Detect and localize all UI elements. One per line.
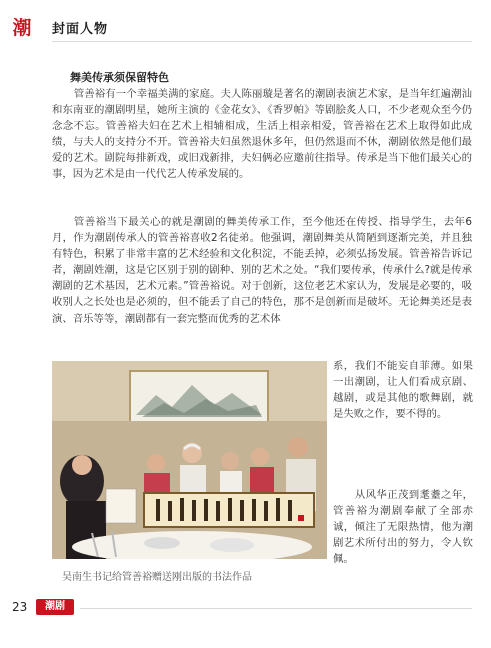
section-title: 封面人物 bbox=[52, 22, 109, 37]
article-paragraph-2: 管善裕当下最关心的就是潮剧的舞美传承工作，至今他还在传授、指导学生，去年6月，作为潮剧传承人的管善裕喜收2名徒弟。他强调，潮剧舞美从简陋到逐渐完美，并且独有特色，积累了非常丰富的艺术经验和文化积淀，不能丢掉，必须弘扬发展。管善裕告诉记者，潮剧姓潮，这是它区别于别的剧种、别的艺术之处。“我们要传承，传承什么?就是传承潮剧的艺术基因，艺术元素。”管善裕说。对于创新，这位老艺术家认为，发展是必要的，吸收别人之长处也是必须的，但不能丢了自己的特色，那不是创新而是破坏。无论舞美还是表演、音乐等等，潮剧都有一套完整而优秀的艺术体 bbox=[52, 216, 472, 325]
photo-caption: 吴南生书记给管善裕赠送刚出版的书法作品 bbox=[62, 572, 252, 583]
footer-divider bbox=[80, 608, 472, 609]
header-divider bbox=[52, 41, 472, 42]
article-subheading: 舞美传承须保留特色 bbox=[70, 71, 169, 84]
page-header bbox=[0, 12, 491, 42]
footer-logo-icon: 潮剧 bbox=[36, 599, 74, 615]
article-photo bbox=[52, 361, 327, 559]
calligraphy-gift-photo bbox=[52, 361, 327, 559]
page-number: 23 bbox=[12, 600, 28, 614]
article-side-text-1: 系，我们不能妄自菲薄。如果一出潮剧，让人们看成京剧、越剧，或是其他的歌舞剧，就是失败之作，要不得的。 bbox=[333, 360, 473, 421]
article-paragraph-1: 管善裕有一个幸福美满的家庭。夫人陈丽璇是著名的潮剧表演艺术家，是当年红遍潮汕和东南亚的潮剧明星，她所主演的《金花女》、《香罗帕》等剧脍炙人口，不少老观众至今仍念念不忘。管善裕夫妇在艺术上相辅相成，生活上相亲相爱，管善裕在艺术上取得如此成绩，与夫人的支持分不开。管善裕夫妇虽然退休多年，但仍然退而不休，潮剧依然是他们最爱的艺术。剧院每排新戏，或旧戏新排，夫妇俩必应邀前往指导。传承是当下他们最关心的事，因为艺术是由一代代艺人传承发展的。 bbox=[52, 88, 472, 181]
chaoju-logo-icon: 潮 bbox=[12, 17, 32, 39]
article-side-text-2: 从风华正茂到耄耋之年，管善裕为潮剧奉献了全部赤诚，倾注了无限热情，他为潮剧艺术所付出的努力，令人钦佩。 bbox=[333, 489, 473, 566]
